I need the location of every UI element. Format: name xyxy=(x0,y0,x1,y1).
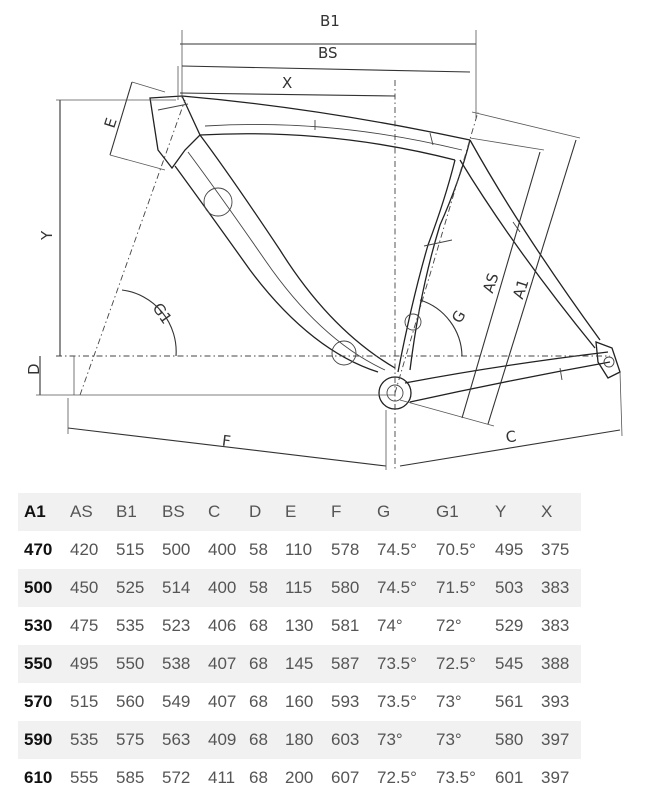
steering-axis-line xyxy=(80,100,185,395)
cell: 73.5° xyxy=(377,692,417,711)
cell: 550 xyxy=(116,654,145,673)
cell: 400 xyxy=(208,540,237,559)
head-tube xyxy=(150,96,200,168)
cell: 74° xyxy=(377,616,403,635)
dim-e xyxy=(101,82,165,170)
cell: 572 xyxy=(162,768,191,787)
cell: 555 xyxy=(70,768,99,787)
cell: 393 xyxy=(541,692,570,711)
cell: 593 xyxy=(331,692,360,711)
cell: 515 xyxy=(70,692,99,711)
cell: 535 xyxy=(116,616,145,635)
cell: 603 xyxy=(331,730,360,749)
cell: 388 xyxy=(541,654,570,673)
cell: 68 xyxy=(249,616,268,635)
angle-g xyxy=(420,300,469,356)
label-c: C xyxy=(504,427,518,447)
cell: 514 xyxy=(162,578,191,597)
cell: 580 xyxy=(331,578,360,597)
cell: 470 xyxy=(24,540,53,559)
cell: 407 xyxy=(208,692,237,711)
cell: 607 xyxy=(331,768,360,787)
table-row xyxy=(18,645,581,683)
cell: 525 xyxy=(116,578,145,597)
header-f: F xyxy=(331,502,342,521)
cell: 375 xyxy=(541,540,570,559)
cell: 538 xyxy=(162,654,191,673)
cell: 578 xyxy=(331,540,360,559)
cell: 74.5° xyxy=(377,578,417,597)
dim-d xyxy=(25,356,395,395)
cell: 407 xyxy=(208,654,237,673)
label-g: G xyxy=(448,307,470,327)
top-tube xyxy=(182,96,470,160)
cell: 115 xyxy=(285,578,313,597)
cell: 523 xyxy=(162,616,191,635)
cell: 68 xyxy=(249,768,268,787)
cell: 200 xyxy=(285,768,314,787)
cell: 601 xyxy=(495,768,524,787)
cell: 409 xyxy=(208,730,237,749)
header-c: C xyxy=(208,502,221,521)
cell: 560 xyxy=(116,692,145,711)
cell: 397 xyxy=(541,768,570,787)
header-e: E xyxy=(285,502,297,521)
label-bs: BS xyxy=(318,44,338,62)
cell: 71.5° xyxy=(436,578,476,597)
cell: 110 xyxy=(285,540,313,559)
dim-f xyxy=(68,398,386,470)
cell: 58 xyxy=(249,578,268,597)
label-x: X xyxy=(282,74,293,92)
cell: 500 xyxy=(162,540,191,559)
table-row xyxy=(18,721,581,759)
label-b1: B1 xyxy=(320,12,340,30)
header-x: X xyxy=(541,502,553,521)
cell: 570 xyxy=(24,692,53,711)
cell: 73° xyxy=(436,730,462,749)
cell: 590 xyxy=(24,730,53,749)
header-bs: BS xyxy=(162,502,185,521)
cell: 73.5° xyxy=(377,654,417,673)
label-y: Y xyxy=(38,230,56,240)
cell: 561 xyxy=(495,692,524,711)
cell: 575 xyxy=(116,730,145,749)
header-y: Y xyxy=(495,502,507,521)
cell: 68 xyxy=(249,654,268,673)
header-g: G xyxy=(377,502,391,521)
cell: 180 xyxy=(285,730,314,749)
cell: 68 xyxy=(249,692,268,711)
cell: 383 xyxy=(541,616,570,635)
label-f: F xyxy=(221,431,232,451)
cell: 406 xyxy=(208,616,237,635)
dim-b1 xyxy=(180,12,476,118)
label-d: D xyxy=(25,363,43,375)
cell: 529 xyxy=(495,616,524,635)
cell: 73.5° xyxy=(436,768,476,787)
cell: 549 xyxy=(162,692,191,711)
cell: 515 xyxy=(116,540,145,559)
cell: 475 xyxy=(70,616,99,635)
cell: 383 xyxy=(541,578,570,597)
rear-dropout xyxy=(596,342,620,378)
table-row xyxy=(18,759,581,797)
cell: 581 xyxy=(331,616,360,635)
cell: 72° xyxy=(436,616,462,635)
seat-stays xyxy=(460,140,600,348)
cell: 145 xyxy=(285,654,314,673)
table-row xyxy=(18,531,581,569)
label-g1: G1 xyxy=(148,299,176,328)
cell: 563 xyxy=(162,730,191,749)
table-row xyxy=(18,683,581,721)
table-row xyxy=(18,569,581,607)
cell: 550 xyxy=(24,654,53,673)
cell: 530 xyxy=(24,616,53,635)
header-b1: B1 xyxy=(116,502,137,521)
geometry-table xyxy=(18,493,581,797)
cell: 580 xyxy=(495,730,524,749)
cell: 420 xyxy=(70,540,99,559)
cell: 400 xyxy=(208,578,237,597)
cell: 587 xyxy=(331,654,360,673)
cell: 73° xyxy=(436,692,462,711)
cell: 545 xyxy=(495,654,524,673)
cell: 397 xyxy=(541,730,570,749)
cell: 72.5° xyxy=(436,654,476,673)
cell: 70.5° xyxy=(436,540,476,559)
angle-g1 xyxy=(122,290,176,356)
cell: 74.5° xyxy=(377,540,417,559)
label-e: E xyxy=(100,115,121,131)
cell: 411 xyxy=(208,768,236,787)
cell: 72.5° xyxy=(377,768,417,787)
table-row xyxy=(18,607,581,645)
dim-bs xyxy=(182,44,470,72)
dim-x xyxy=(178,66,395,100)
cell: 585 xyxy=(116,768,145,787)
table-header-row xyxy=(18,493,581,531)
cell: 450 xyxy=(70,578,99,597)
dim-c xyxy=(400,372,622,466)
cell: 535 xyxy=(70,730,99,749)
header-g1: G1 xyxy=(436,502,459,521)
cell: 68 xyxy=(249,730,268,749)
cell: 495 xyxy=(70,654,99,673)
header-as: AS xyxy=(70,502,93,521)
cell: 500 xyxy=(24,578,53,597)
cell: 73° xyxy=(377,730,403,749)
cell: 130 xyxy=(285,616,314,635)
cell: 58 xyxy=(249,540,268,559)
label-as: AS xyxy=(479,270,503,296)
cell: 610 xyxy=(24,768,53,787)
label-a1: A1 xyxy=(509,276,533,302)
down-tube xyxy=(175,135,395,372)
header-d: D xyxy=(249,502,262,521)
header-a1: A1 xyxy=(24,502,46,521)
cell: 160 xyxy=(285,692,314,711)
cell: 495 xyxy=(495,540,524,559)
cell: 503 xyxy=(495,578,524,597)
